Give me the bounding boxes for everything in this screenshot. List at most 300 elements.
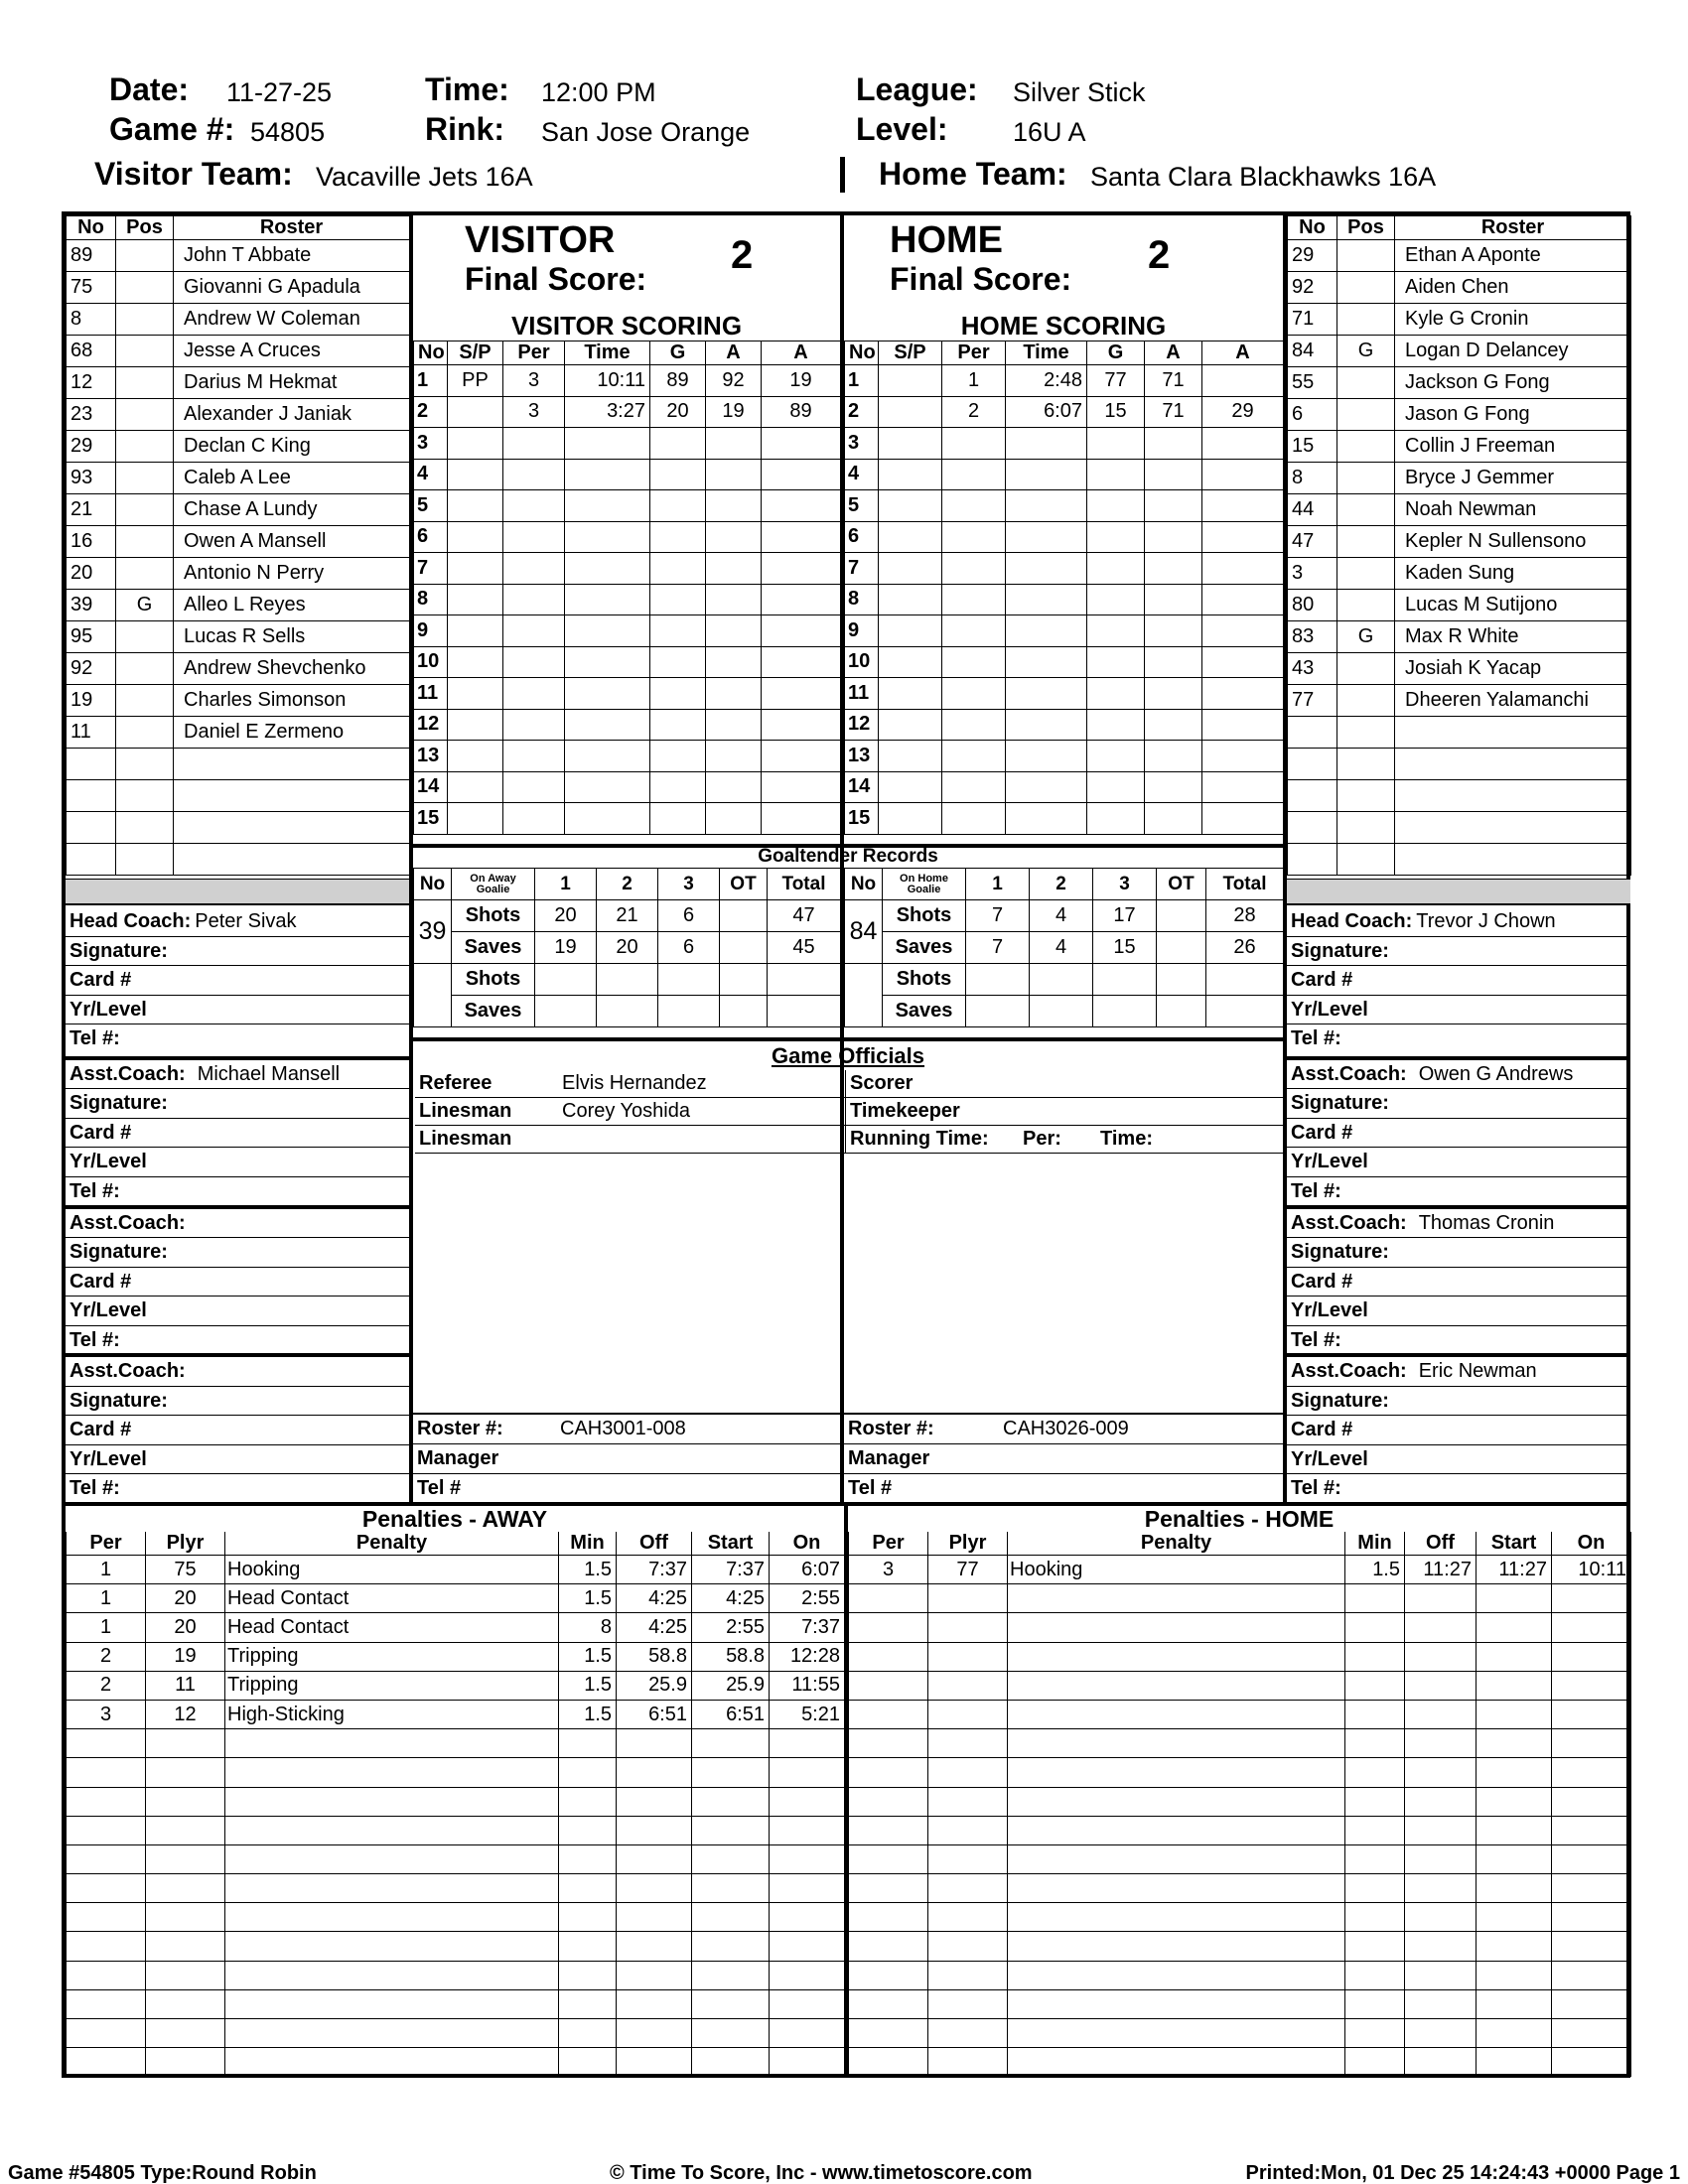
goal-a1 <box>706 521 762 553</box>
goal-a1 <box>706 584 762 615</box>
penalty-min <box>559 1989 617 2018</box>
goal-per: 1 <box>942 365 1006 397</box>
date-label: Date: <box>109 71 190 107</box>
penalty-off <box>617 1932 692 1961</box>
penalty-start <box>692 1932 770 1961</box>
roster-player-name: Aiden Chen <box>1395 272 1631 304</box>
roster-player-name: Kepler N Sullensono <box>1395 526 1631 558</box>
scoring-header-a2: A <box>1202 341 1284 365</box>
goal-a1 <box>706 553 762 585</box>
roster-player-position <box>116 653 174 685</box>
roster-player-position <box>1337 494 1395 526</box>
roster-header-pos: Pos <box>116 216 174 240</box>
goal-per <box>942 709 1006 741</box>
goal-sp <box>879 741 942 772</box>
roster-player-name: Lucas R Sells <box>174 621 410 653</box>
penalty-on <box>1552 1613 1631 1642</box>
goalie-stat <box>720 900 768 932</box>
penalty-off <box>617 1844 692 1873</box>
coach-row-yr_level <box>66 1297 409 1326</box>
penalty-period <box>67 1787 146 1816</box>
scoring-row-number: 13 <box>845 741 879 772</box>
goal-g <box>1087 490 1145 522</box>
goal-g <box>1087 678 1145 710</box>
home-final-score: 2 <box>1148 233 1171 277</box>
roster-player-position <box>116 304 174 336</box>
goalie-header-no: No <box>414 869 452 900</box>
penalty-row <box>849 1613 1631 1642</box>
goal-a1 <box>706 741 762 772</box>
coach-row-head_coach <box>1287 907 1630 937</box>
scoring-row-number: 15 <box>414 803 448 835</box>
goalie-row-label: Saves <box>883 932 966 964</box>
roster-player-position <box>1337 463 1395 494</box>
goal-per <box>942 553 1006 585</box>
roster-player-number: 47 <box>1288 526 1337 558</box>
level-value: 16U A <box>1013 117 1086 147</box>
roster-player-name <box>174 749 410 780</box>
penalty-off <box>1405 1932 1477 1961</box>
penalty-min <box>1345 1613 1405 1642</box>
linesman2-label: Linesman <box>419 1128 512 1150</box>
penalty-min <box>1345 1844 1405 1873</box>
goal-a2 <box>1202 584 1284 615</box>
goal-sp <box>448 428 503 460</box>
scoring-row-number: 7 <box>845 553 879 585</box>
roster-player-name: Josiah K Yacap <box>1395 653 1631 685</box>
scoring-header-sp: S/P <box>879 341 942 365</box>
roster-player-position <box>1337 272 1395 304</box>
penalty-min <box>1345 1729 1405 1758</box>
penalty-min <box>559 1961 617 1989</box>
scoring-row <box>414 396 841 428</box>
goal-g <box>650 771 706 803</box>
goal-per <box>942 803 1006 835</box>
roster-player-name <box>1395 717 1631 749</box>
penalty-period <box>849 2048 928 2077</box>
goal-sp <box>448 521 503 553</box>
penalty-name <box>1008 2019 1345 2048</box>
coach-label-signature: Signature: <box>1291 1389 1389 1412</box>
roster-player-name: Jason G Fong <box>1395 399 1631 431</box>
penalty-player <box>146 1989 225 2018</box>
penalty-on <box>1552 1816 1631 1844</box>
coach-label-asst_coach: Asst.Coach: <box>70 1211 186 1234</box>
goal-a1 <box>706 428 762 460</box>
goal-a2 <box>1202 459 1284 490</box>
goal-a1 <box>706 803 762 835</box>
penalty-period: 3 <box>849 1556 928 1584</box>
penalty-period <box>849 1874 928 1903</box>
roster-row <box>1288 494 1631 526</box>
goal-a2 <box>762 428 841 460</box>
penalty-start <box>1477 1613 1552 1642</box>
penalty-row <box>67 2019 845 2048</box>
penalty-player <box>146 1903 225 1932</box>
goalie-stat: 4 <box>1030 932 1093 964</box>
home-scoring-table <box>844 341 1284 835</box>
penalty-on <box>1552 2048 1631 2077</box>
penalty-start: 4:25 <box>692 1584 770 1613</box>
coach-row-asst_coach <box>66 1060 409 1090</box>
roster-player-name <box>1395 749 1631 780</box>
penalty-header-start: Start <box>692 1532 770 1556</box>
goalie-number <box>414 964 452 1027</box>
penalty-min <box>559 1903 617 1932</box>
goalie-row-label: Saves <box>883 996 966 1027</box>
roster-player-position <box>116 558 174 590</box>
penalty-on <box>770 1961 845 1989</box>
penalty-start <box>1477 2019 1552 2048</box>
coach-label-asst_coach: Asst.Coach: <box>70 1062 186 1085</box>
home-roster-no-label: Roster #: <box>848 1418 934 1439</box>
scoring-row-number: 15 <box>845 803 879 835</box>
roster-row <box>67 812 410 844</box>
scoring-header-g: G <box>1087 341 1145 365</box>
penalty-row <box>67 1584 845 1613</box>
coach-row-head_coach <box>66 907 409 937</box>
goal-sp <box>879 771 942 803</box>
roster-player-number: 29 <box>67 431 116 463</box>
coach-label-yr_level: Yr/Level <box>1291 1299 1368 1321</box>
goal-sp <box>448 615 503 647</box>
roster-player-position <box>116 463 174 494</box>
scoring-row <box>414 678 841 710</box>
penalty-period <box>67 1932 146 1961</box>
goal-a2 <box>1202 771 1284 803</box>
goalie-stat: 21 <box>597 900 658 932</box>
penalty-on <box>1552 1844 1631 1873</box>
penalty-start: 7:37 <box>692 1556 770 1584</box>
penalty-period <box>849 1671 928 1700</box>
penalty-start: 25.9 <box>692 1671 770 1700</box>
coach-row-card <box>1287 1268 1630 1297</box>
roster-player-position <box>116 526 174 558</box>
penalty-period: 1 <box>67 1613 146 1642</box>
penalty-player <box>928 1729 1008 1758</box>
penalty-off <box>1405 1700 1477 1728</box>
penalty-row <box>67 1932 845 1961</box>
penalty-start <box>1477 1584 1552 1613</box>
penalty-on <box>1552 2019 1631 2048</box>
scoring-header-per: Per <box>942 341 1006 365</box>
penalty-start <box>692 1903 770 1932</box>
goal-g <box>650 428 706 460</box>
goalie-stat <box>966 964 1030 996</box>
coach-block <box>66 1056 409 1205</box>
penalty-off <box>1405 1613 1477 1642</box>
penalty-on <box>1552 1874 1631 1903</box>
penalty-player <box>146 1874 225 1903</box>
penalty-period <box>849 1787 928 1816</box>
roster-player-position <box>116 431 174 463</box>
penalty-row <box>67 1844 845 1873</box>
roster-player-position <box>1337 526 1395 558</box>
penalty-min <box>559 1787 617 1816</box>
goal-a1 <box>1145 459 1202 490</box>
roster-player-position <box>1337 399 1395 431</box>
penalty-period <box>67 1758 146 1787</box>
penalty-on <box>770 1903 845 1932</box>
coach-label-asst_coach: Asst.Coach: <box>1291 1360 1407 1383</box>
penalty-off: 4:25 <box>617 1584 692 1613</box>
penalty-start <box>692 1961 770 1989</box>
roster-player-number: 16 <box>67 526 116 558</box>
penalty-off <box>1405 1844 1477 1873</box>
roster-player-position <box>116 621 174 653</box>
visitor-team-value: Vacaville Jets 16A <box>316 162 533 192</box>
goal-a2 <box>1202 553 1284 585</box>
roster-player-position <box>1337 590 1395 621</box>
goalie-stat: 45 <box>768 932 841 964</box>
goal-time <box>565 490 650 522</box>
roster-header-row <box>67 216 410 240</box>
roster-row <box>1288 780 1631 812</box>
penalty-off <box>617 1874 692 1903</box>
goal-a1 <box>1145 771 1202 803</box>
penalty-on <box>770 1989 845 2018</box>
goal-time <box>565 678 650 710</box>
penalty-start <box>1477 2048 1552 2077</box>
penalty-player: 20 <box>146 1584 225 1613</box>
roster-player-number <box>1288 717 1337 749</box>
goal-sp <box>879 459 942 490</box>
coach-label-yr_level: Yr/Level <box>70 1447 147 1470</box>
penalty-period: 3 <box>67 1700 146 1728</box>
penalty-on <box>770 1816 845 1844</box>
goal-per: 3 <box>503 365 565 397</box>
roster-row <box>67 304 410 336</box>
penalty-name <box>225 1874 559 1903</box>
goal-a2 <box>762 553 841 585</box>
goalie-stat: 20 <box>597 932 658 964</box>
roster-row <box>67 685 410 717</box>
scoring-row-number: 8 <box>845 584 879 615</box>
penalty-name <box>225 1787 559 1816</box>
roster-player-position <box>1337 844 1395 876</box>
goal-sp: PP <box>448 365 503 397</box>
goal-time <box>565 803 650 835</box>
penalty-name <box>1008 1613 1345 1642</box>
roster-row <box>1288 749 1631 780</box>
penalty-min: 1.5 <box>1345 1556 1405 1584</box>
roster-row <box>1288 336 1631 367</box>
penalty-start <box>692 1787 770 1816</box>
penalty-row <box>849 2019 1631 2048</box>
goal-sp <box>879 365 942 397</box>
roster-player-number: 39 <box>67 590 116 621</box>
penalty-off <box>617 1758 692 1787</box>
goal-time <box>565 584 650 615</box>
penalty-start <box>1477 1787 1552 1816</box>
coach-label-card: Card # <box>1291 1270 1353 1293</box>
goalie-row <box>845 996 1284 1027</box>
penalty-off <box>1405 1816 1477 1844</box>
coach-row-asst_coach <box>66 1357 409 1387</box>
goal-per <box>503 803 565 835</box>
roster-row <box>67 749 410 780</box>
penalty-period <box>849 1989 928 2018</box>
penalty-off <box>1405 1642 1477 1671</box>
roster-player-name <box>1395 844 1631 876</box>
roster-player-name: Andrew Shevchenko <box>174 653 410 685</box>
roster-player-number: 71 <box>1288 304 1337 336</box>
roster-player-name <box>1395 812 1631 844</box>
scoring-header-sp: S/P <box>448 341 503 365</box>
penalty-start <box>1477 1844 1552 1873</box>
penalty-row <box>849 1932 1631 1961</box>
scoring-row <box>845 553 1284 585</box>
roster-player-name: Max R White <box>1395 621 1631 653</box>
scoring-row <box>845 646 1284 678</box>
coach-row-signature <box>66 1089 409 1119</box>
scoring-row-number: 7 <box>414 553 448 585</box>
coach-label-asst_coach: Asst.Coach: <box>1291 1062 1407 1085</box>
scoring-row-number: 9 <box>845 615 879 647</box>
coach-row-card <box>66 1416 409 1445</box>
goal-g <box>1087 459 1145 490</box>
goalie-stat <box>1093 996 1157 1027</box>
goalie-stat: 19 <box>535 932 597 964</box>
penalty-period <box>849 1758 928 1787</box>
rink-value: San Jose Orange <box>541 117 751 147</box>
goalie-label-line2: Goalie <box>907 883 941 895</box>
roster-row <box>1288 526 1631 558</box>
goal-time <box>1006 553 1087 585</box>
goal-g <box>1087 771 1145 803</box>
goalie-row <box>845 964 1284 996</box>
roster-player-number: 23 <box>67 399 116 431</box>
coach-row-asst_coach <box>66 1209 409 1239</box>
goalie-stat <box>597 996 658 1027</box>
goal-g <box>1087 584 1145 615</box>
scoring-row <box>845 709 1284 741</box>
roster-player-name <box>174 780 410 812</box>
penalty-period <box>67 2019 146 2048</box>
penalty-name <box>1008 1903 1345 1932</box>
visitor-roster-no-label: Roster #: <box>417 1418 503 1439</box>
coach-row-signature <box>66 1238 409 1268</box>
penalty-min <box>1345 1787 1405 1816</box>
scoring-row-number: 6 <box>845 521 879 553</box>
goal-time <box>565 553 650 585</box>
scoring-row <box>845 490 1284 522</box>
roster-player-name: Lucas M Sutijono <box>1395 590 1631 621</box>
scoring-row-number: 12 <box>845 709 879 741</box>
penalty-min: 1.5 <box>559 1642 617 1671</box>
coach-label-tel: Tel #: <box>70 1328 120 1351</box>
goalie-row <box>845 900 1284 932</box>
visitor-coach-blocks <box>66 907 409 1502</box>
roster-player-name: Alexander J Janiak <box>174 399 410 431</box>
penalty-on: 12:28 <box>770 1642 845 1671</box>
goal-per <box>942 646 1006 678</box>
penalty-name <box>225 1903 559 1932</box>
penalty-start <box>1477 1961 1552 1989</box>
goalie-stat <box>720 932 768 964</box>
penalty-header-plyr: Plyr <box>928 1532 1008 1556</box>
goal-per <box>942 490 1006 522</box>
roster-player-number: 19 <box>67 685 116 717</box>
goal-per <box>942 459 1006 490</box>
penalty-player <box>928 1642 1008 1671</box>
penalty-header-row <box>67 1532 845 1556</box>
home-coach-blocks <box>1287 907 1630 1502</box>
coach-name: Trevor J Chown <box>1416 910 1556 932</box>
goal-g: 20 <box>650 396 706 428</box>
rink-label: Rink: <box>425 111 504 147</box>
penalty-period: 1 <box>67 1584 146 1613</box>
goal-time <box>1006 709 1087 741</box>
penalty-off <box>617 1903 692 1932</box>
coach-label-asst_coach: Asst.Coach: <box>1291 1211 1407 1234</box>
roster-player-name <box>174 844 410 876</box>
goalie-stat <box>720 996 768 1027</box>
penalty-row <box>67 1874 845 1903</box>
goalie-stat: 26 <box>1206 932 1284 964</box>
running-time-sublabel: Time: <box>1100 1128 1153 1150</box>
penalty-player <box>928 1758 1008 1787</box>
penalty-name: Tripping <box>225 1671 559 1700</box>
penalty-header-start: Start <box>1477 1532 1552 1556</box>
goal-g <box>1087 646 1145 678</box>
scoring-row <box>414 459 841 490</box>
roster-player-position <box>1337 367 1395 399</box>
header-divider <box>840 157 845 193</box>
coach-row-tel <box>66 1177 409 1207</box>
goal-a1 <box>1145 678 1202 710</box>
roster-player-name: Giovanni G Apadula <box>174 272 410 304</box>
goal-per <box>503 741 565 772</box>
scorer-label: Scorer <box>850 1072 914 1094</box>
penalty-min: 1.5 <box>559 1556 617 1584</box>
goal-sp <box>448 803 503 835</box>
goal-a1 <box>1145 521 1202 553</box>
roster-player-position <box>1337 558 1395 590</box>
goalie-stat <box>720 964 768 996</box>
coach-row-tel <box>66 1024 409 1054</box>
coach-label-tel: Tel #: <box>70 1179 120 1202</box>
roster-player-position <box>116 780 174 812</box>
goal-g <box>650 709 706 741</box>
goal-g: 77 <box>1087 365 1145 397</box>
goal-per <box>503 615 565 647</box>
goal-a2: 29 <box>1202 396 1284 428</box>
penalty-off: 4:25 <box>617 1613 692 1642</box>
coach-label-signature: Signature: <box>70 939 168 962</box>
roster-player-name: John T Abbate <box>174 240 410 272</box>
goal-time <box>1006 803 1087 835</box>
roster-row <box>1288 304 1631 336</box>
roster-player-number <box>67 812 116 844</box>
penalty-period <box>849 2019 928 2048</box>
coach-row-card <box>66 966 409 996</box>
penalty-on <box>1552 1671 1631 1700</box>
penalty-on <box>1552 1787 1631 1816</box>
roster-player-name: Charles Simonson <box>174 685 410 717</box>
roster-row <box>1288 844 1631 876</box>
visitor-tel-label: Tel # <box>417 1477 462 1499</box>
coach-row-yr_level <box>66 1148 409 1177</box>
penalty-min <box>1345 2019 1405 2048</box>
goal-per <box>942 615 1006 647</box>
coach-label-signature: Signature: <box>70 1241 168 1263</box>
coach-name: Peter Sivak <box>195 910 297 932</box>
home-scoring-title: HOME SCORING <box>960 311 1167 341</box>
penalty-start <box>1477 1700 1552 1728</box>
roster-row <box>1288 399 1631 431</box>
roster-header-no: No <box>1288 216 1337 240</box>
